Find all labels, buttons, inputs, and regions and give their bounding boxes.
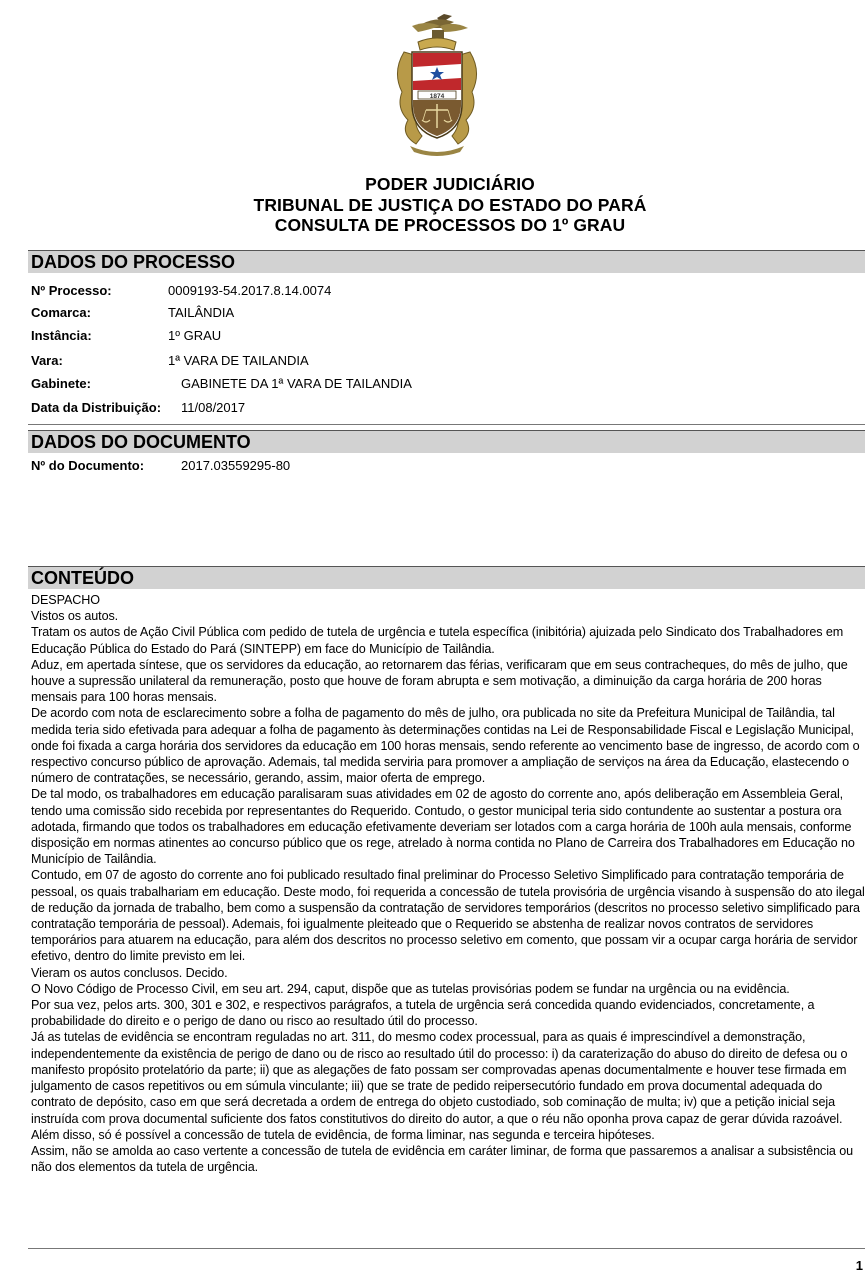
content-paragraph: Além disso, só é possível a concessão de tutela de evidência, de forma liminar, nas segunda e terceira hipóteses. (31, 1127, 655, 1142)
content-paragraph: Assim, não se amolda ao caso vertente a concessão de tutela de evidência em caráter liminar, de forma que passaremos a analisar a subsistência ou não dos elementos da tutela de urgência. (31, 1143, 854, 1175)
content-paragraph: De tal modo, os trabalhadores em educação paralisaram suas atividades em 02 de agosto do corrente ano, após deliberação em Assembleia Geral, tendo uma comissão sido recebida por representantes do Requerido. Contudo, o gestor municipal teria sido contundente ao sustentar a postura ora adotada, firmando que todos os trabalhadores em educação efetivamente deveriam ser lotados com a carga horária de 100h aula mensais, conforme disposição em normas atinentes ao concurso público que os rege, atrelado à norma contida no Plano de Carreira dos Trabalhadores em Educação no Município de Tailândia. (31, 787, 855, 867)
divider (28, 424, 865, 425)
field-label: Comarca: (31, 305, 91, 320)
content-paragraph: De acordo com nota de esclarecimento sobre a folha de pagamento do mês de julho, ora publicada no site da Prefeitura Municipal de Tailândia, tal medida teria sido efetivada para adequar a folha de pagamento às determinações contidas na Lei de Responsabilidade Fiscal e Legislação Municipal, onde foi fixada a carga horária dos servidores da educação em 100 horas mensais, sendo referente ao vencimento base de ingresso, de acordo com o respectivo concurso público de aprovação. Ademais, tal medida serviria para promover a ampliação de serviços na área da Educação, elastecendo o número de contratações, se necessário, gerando, assim, maior oferta de emprego. (31, 706, 860, 786)
content-paragraph: Por sua vez, pelos arts. 300, 301 e 302, e respectivos parágrafos, a tutela de urgência será concedida quando evidenciados, concretamente, a probabilidade do direito e o perigo de dano ou risco ao resultado útil do processo. (31, 998, 815, 1029)
content-paragraph: Vistos os autos. (31, 609, 119, 624)
content-paragraph: Aduz, em apertada síntese, que os servidores da educação, ao retornarem das férias, verificaram que em seus contracheques, do mês de julho, que houve a supressão unilateral da remuneração, posto que houve de foram abrupta e sem motivação, a diminuição da carga horária de 200 horas mensais para 100 horas mensais. (31, 657, 848, 705)
section-process-heading: DADOS DO PROCESSO (31, 252, 236, 272)
field-label: Nº Processo: (31, 283, 112, 298)
page-number: 1 (855, 1258, 863, 1273)
content-paragraph: O Novo Código de Processo Civil, em seu art. 294, caput, dispõe que as tutelas provisórias podem se fundar na urgência ou na evidência. (31, 981, 790, 996)
footer-divider (28, 1248, 865, 1249)
field-value: 11/08/2017 (181, 400, 246, 415)
section-content-bar (28, 566, 865, 589)
field-value: 1ª VARA DE TAILANDIA (168, 353, 309, 368)
header-line-consulta: CONSULTA DE PROCESSOS DO 1º GRAU (274, 215, 626, 235)
field-label: Instância: (31, 328, 92, 343)
tjpa-crest-icon (382, 12, 492, 160)
header-line-tribunal: TRIBUNAL DE JUSTIÇA DO ESTADO DO PARÁ (253, 194, 647, 215)
field-label: Gabinete: (31, 376, 91, 391)
field-value: 0009193-54.2017.8.14.0074 (168, 283, 332, 298)
content-paragraph: Contudo, em 07 de agosto do corrente ano foi publicado resultado final preliminar do Processo Seletivo Simplificado para contratação temporária de pessoal, os quais trabalhariam em educação. Deste modo, foi requerida a concessão de tutela provisória de urgência visando à suspensão do ato ilegal de redução da jornada de trabalho, bem como a suspensão da contratação de servidores temporários (descritos no processo seletivo simplificado para contratação temporária de pessoal). Ademais, foi igualmente pleiteado que o Requerido se abstenha de realizar novos contratos de servidores temporários para atuarem na educação, para além dos descritos no processo seletivo em comento, que possam vir a ocupar carga horária de servidor efetivo, dentro do limite previsto em lei. (31, 868, 865, 964)
field-value: GABINETE DA 1ª VARA DE TAILANDIA (181, 376, 412, 391)
section-document-bar (28, 430, 865, 453)
field-value: 2017.03559295-80 (181, 458, 291, 473)
field-value: TAILÂNDIA (168, 305, 235, 320)
document-header (0, 174, 865, 236)
section-process-bar (28, 250, 865, 273)
content-body (31, 592, 865, 1175)
content-paragraph: Já as tutelas de evidência se encontram reguladas no art. 311, do mesmo codex processual, para as quais é imprescindível a demonstração, independentemente da existência de perigo de dano ou de risco ao resultado útil do processo: i) da caraterização do abuso do direito de defesa ou o manifesto propósito protelatório da parte; ii) que as alegações de fato possam ser comprovadas apenas documentalmente e houver tese firmada em julgamento de casos repetitivos ou em súmula vinculante; iii) que se trate de pedido reipersecutório fundado em prova documental adequada do contrato de depósito, caso em que será decretada a ordem de entrega do objeto custodiado, sob cominação de multa; iv) que a petição inicial seja instruída com prova documental suficiente dos fatos constitutivos do direito do autor, a que o réu não oponha prova capaz de gerar dúvida razoável. (31, 1030, 848, 1126)
crest-year: 1874 (429, 93, 445, 100)
header-line-poder: PODER JUDICIÁRIO (365, 174, 535, 194)
section-content-heading: CONTEÚDO (31, 568, 134, 588)
content-paragraph: DESPACHO (31, 593, 100, 607)
content-paragraph: Vieram os autos conclusos. Decido. (31, 965, 228, 980)
field-label: Vara: (31, 353, 63, 368)
field-value: 1º GRAU (168, 328, 222, 343)
content-paragraph: Tratam os autos de Ação Civil Pública com pedido de tutela de urgência e tutela específica (inibitória) ajuizada pelo Sindicato dos Trabalhadores em Educação Pública do Estado do Pará (SINTEPP) em face do Município de Tailândia. (31, 625, 844, 656)
field-label: Nº do Documento: (31, 458, 145, 473)
section-document-heading: DADOS DO DOCUMENTO (31, 432, 251, 452)
field-label: Data da Distribuição: (31, 400, 162, 415)
